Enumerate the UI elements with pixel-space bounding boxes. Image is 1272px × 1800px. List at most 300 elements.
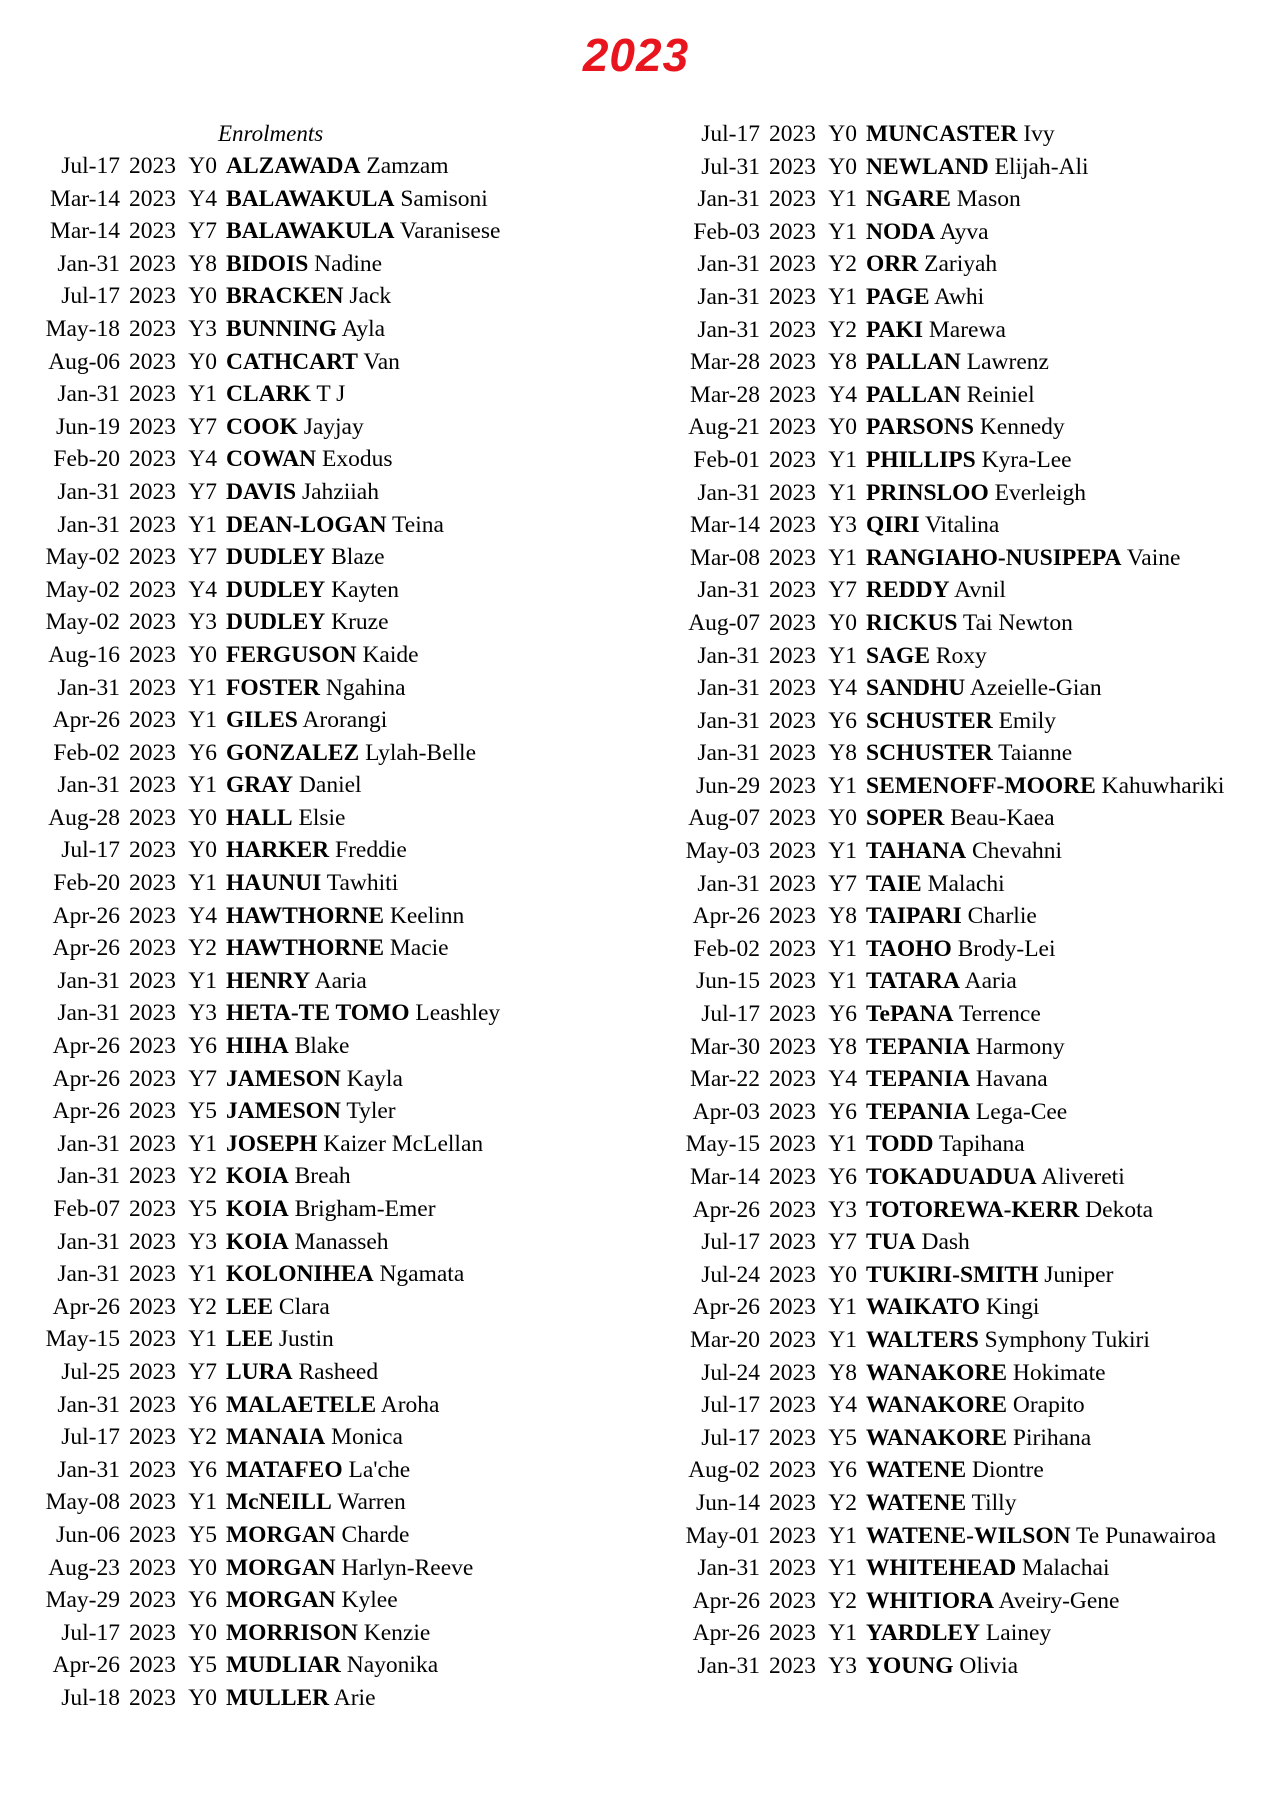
enrolment-row — [40, 411, 640, 444]
student-name — [217, 1258, 464, 1291]
enrolment-row — [40, 737, 640, 770]
enrolment-row — [40, 1649, 640, 1682]
enrolment-row — [680, 1552, 1260, 1585]
enrolment-year: 2023 — [769, 1587, 816, 1614]
enrolment-row — [680, 640, 1260, 673]
year-level: Y0 — [188, 153, 217, 179]
student-given-name: Arie — [333, 1684, 376, 1711]
enrolment-row — [40, 1389, 640, 1422]
student-surname: WATENE — [866, 1489, 967, 1516]
year-level: Y6 — [828, 1001, 857, 1028]
year-level: Y1 — [188, 1261, 217, 1288]
year-level: Y1 — [188, 381, 217, 408]
enrolment-date: Jun-19 — [56, 413, 120, 440]
student-name — [857, 1128, 1025, 1161]
student-name — [217, 574, 399, 607]
year-level: Y2 — [828, 251, 857, 278]
student-given-name: Rasheed — [298, 1358, 379, 1385]
student-given-name: Aaria — [964, 968, 1017, 995]
year-level: Y2 — [828, 1489, 857, 1516]
student-name — [857, 1585, 1119, 1618]
student-surname: SOPER — [866, 805, 945, 832]
enrolment-year: 2023 — [769, 1098, 816, 1125]
enrolment-year: 2023 — [769, 838, 816, 865]
student-name — [857, 216, 989, 249]
student-surname: SCHUSTER — [866, 740, 993, 767]
year-level: Y5 — [188, 1521, 217, 1548]
enrolment-row — [40, 1486, 640, 1519]
student-name — [857, 607, 1073, 640]
student-name — [857, 1096, 1067, 1129]
student-name — [217, 737, 476, 770]
enrolment-year: 2023 — [129, 1130, 176, 1157]
enrolment-year: 2023 — [769, 316, 816, 343]
student-surname: JAMESON — [226, 1065, 341, 1092]
student-given-name: Macie — [389, 935, 449, 962]
enrolment-year: 2023 — [769, 1131, 816, 1158]
enrolment-year: 2023 — [129, 1391, 176, 1418]
student-given-name: Beau-Kaea — [950, 805, 1055, 832]
student-given-name: Tai Newton — [962, 609, 1073, 636]
enrolment-row — [680, 542, 1260, 575]
enrolment-row — [680, 411, 1260, 444]
enrolment-date: Jul-17 — [701, 1229, 760, 1256]
enrolment-date: May-18 — [45, 315, 120, 342]
enrolment-row — [680, 998, 1260, 1031]
student-name — [217, 997, 500, 1030]
year-level: Y7 — [828, 1229, 857, 1256]
student-name — [217, 1519, 409, 1552]
enrolment-date: Mar-28 — [689, 381, 760, 408]
student-surname: KOIA — [226, 1163, 289, 1190]
enrolment-year: 2023 — [769, 968, 816, 995]
student-surname: HAUNUI — [226, 870, 322, 897]
enrolment-row — [40, 1291, 640, 1324]
year-level: Y1 — [188, 967, 217, 994]
enrolment-year: 2023 — [129, 1326, 176, 1353]
student-name — [857, 314, 1006, 347]
student-surname: ORR — [866, 251, 919, 278]
student-given-name: Blake — [294, 1033, 350, 1060]
enrolment-date: Jul-17 — [701, 1001, 760, 1028]
student-name — [217, 1454, 410, 1487]
year-level: Y6 — [188, 739, 217, 766]
student-name — [217, 509, 444, 542]
student-name — [857, 1487, 1016, 1520]
student-surname: GILES — [226, 707, 298, 734]
student-surname: GRAY — [226, 772, 294, 799]
student-name — [217, 443, 392, 476]
enrolment-year: 2023 — [129, 1261, 176, 1288]
student-given-name: Charlie — [967, 903, 1037, 930]
enrolment-row — [680, 835, 1260, 868]
enrolment-year: 2023 — [769, 675, 816, 702]
student-given-name: Kingi — [985, 1294, 1040, 1321]
page-title: 2023 — [582, 29, 690, 81]
enrolment-row — [680, 1128, 1260, 1161]
enrolment-date: May-15 — [45, 1326, 120, 1353]
enrolment-row — [40, 476, 640, 509]
student-surname: HIHA — [226, 1033, 289, 1060]
enrolment-year: 2023 — [129, 641, 176, 668]
enrolment-row — [680, 444, 1260, 477]
student-given-name: Arorangi — [302, 707, 388, 734]
enrolment-date: Aug-07 — [688, 609, 760, 636]
student-given-name: Jayjay — [303, 413, 364, 440]
enrolment-year: 2023 — [129, 609, 176, 636]
student-name — [857, 1454, 1044, 1487]
student-given-name: T J — [316, 381, 346, 408]
enrolment-date: May-01 — [685, 1522, 760, 1549]
year-level: Y4 — [828, 1392, 857, 1419]
student-given-name: Exodus — [321, 446, 393, 473]
student-surname: PALLAN — [866, 349, 961, 376]
student-given-name: Vaine — [1126, 544, 1181, 571]
enrolment-row — [680, 933, 1260, 966]
enrolment-row — [680, 1585, 1260, 1618]
enrolment-year: 2023 — [129, 381, 176, 408]
student-given-name: Roxy — [935, 642, 987, 669]
year-level: Y8 — [828, 1359, 857, 1386]
student-name — [857, 1324, 1150, 1357]
student-given-name: Ayla — [341, 315, 386, 342]
year-level: Y7 — [188, 478, 217, 505]
enrolment-date: Apr-26 — [52, 902, 120, 929]
year-level: Y3 — [828, 1196, 857, 1223]
enrolment-year: 2023 — [129, 348, 176, 375]
enrolment-row — [40, 150, 640, 183]
student-name — [857, 411, 1065, 444]
student-name — [857, 1291, 1039, 1324]
year-level: Y2 — [188, 935, 217, 962]
student-name — [217, 183, 488, 216]
enrolment-date: Apr-26 — [52, 1293, 120, 1320]
student-surname: NODA — [866, 218, 936, 245]
student-given-name: Kaide — [362, 641, 419, 668]
student-name — [857, 248, 997, 281]
student-surname: WAIKATO — [866, 1294, 981, 1321]
student-name — [217, 476, 379, 509]
student-given-name: Dash — [921, 1229, 970, 1256]
enrolment-year: 2023 — [769, 414, 816, 441]
year-level: Y1 — [828, 218, 857, 245]
student-given-name: Justin — [278, 1326, 334, 1353]
enrolment-row — [40, 1454, 640, 1487]
student-surname: TAIE — [866, 870, 922, 897]
enrolment-date: May-15 — [685, 1131, 760, 1158]
year-level: Y6 — [188, 1391, 217, 1418]
enrolment-row — [40, 1356, 640, 1389]
enrolment-column-left — [40, 118, 640, 1715]
student-surname: YARDLEY — [866, 1620, 981, 1647]
enrolment-row — [40, 541, 640, 574]
year-level: Y1 — [828, 1555, 857, 1582]
enrolment-date: Apr-26 — [52, 1098, 120, 1125]
student-surname: WATENE-WILSON — [866, 1522, 1071, 1549]
student-surname: WALTERS — [866, 1326, 979, 1353]
student-name — [857, 509, 999, 542]
enrolment-list-left — [40, 150, 640, 1715]
student-surname: TUA — [866, 1229, 916, 1256]
student-name — [857, 1520, 1216, 1553]
student-name — [217, 1584, 398, 1617]
year-level: Y0 — [828, 1261, 857, 1288]
year-level: Y5 — [828, 1424, 857, 1451]
enrolments-heading: Enrolments — [218, 121, 324, 146]
enrolment-year: 2023 — [129, 1000, 176, 1027]
enrolment-row — [40, 346, 640, 379]
student-given-name: Breah — [294, 1163, 351, 1190]
enrolment-date: Aug-06 — [48, 348, 120, 375]
enrolment-date: Jan-31 — [57, 381, 120, 408]
enrolment-row — [680, 477, 1260, 510]
student-name — [217, 1128, 483, 1161]
enrolment-year: 2023 — [769, 349, 816, 376]
enrolment-year: 2023 — [129, 967, 176, 994]
enrolment-date: May-02 — [45, 544, 120, 571]
year-level: Y1 — [828, 446, 857, 473]
student-surname: MORGAN — [226, 1587, 336, 1614]
student-surname: HARKER — [226, 837, 330, 864]
year-level: Y0 — [188, 837, 217, 864]
enrolment-row — [680, 248, 1260, 281]
enrolment-year: 2023 — [769, 805, 816, 832]
enrolment-row — [680, 1324, 1260, 1357]
student-name — [217, 248, 382, 281]
year-level: Y8 — [828, 349, 857, 376]
student-name — [217, 867, 398, 900]
student-name — [857, 770, 1224, 803]
enrolment-year: 2023 — [129, 1456, 176, 1483]
student-given-name: Zamzam — [366, 153, 449, 179]
student-name — [857, 1552, 1109, 1585]
student-name — [857, 1422, 1091, 1455]
enrolment-year: 2023 — [129, 576, 176, 603]
enrolment-date: Apr-26 — [692, 1620, 760, 1647]
enrolment-year: 2023 — [769, 1001, 816, 1028]
student-given-name: Keelinn — [389, 902, 465, 929]
enrolment-row — [40, 965, 640, 998]
enrolment-date: Mar-14 — [689, 512, 760, 539]
year-level: Y7 — [828, 870, 857, 897]
enrolment-year: 2023 — [769, 1652, 816, 1679]
student-given-name: Terrence — [958, 1001, 1041, 1028]
year-level: Y1 — [828, 642, 857, 669]
student-surname: TODD — [866, 1131, 934, 1158]
enrolment-date: Jul-18 — [61, 1684, 120, 1711]
year-level: Y8 — [828, 740, 857, 767]
year-level: Y2 — [188, 1293, 217, 1320]
enrolment-year: 2023 — [129, 837, 176, 864]
student-name — [857, 1161, 1125, 1194]
student-given-name: Kruze — [331, 609, 389, 636]
enrolment-year: 2023 — [129, 1293, 176, 1320]
student-surname: MUDLIAR — [226, 1652, 341, 1679]
enrolment-year: 2023 — [769, 283, 816, 310]
year-level: Y1 — [828, 1131, 857, 1158]
student-given-name: Alivereti — [1041, 1164, 1125, 1190]
enrolment-date: Jan-31 — [57, 1000, 120, 1027]
enrolment-date: Jan-31 — [697, 479, 760, 506]
year-level: Y8 — [828, 903, 857, 930]
student-name — [217, 1486, 406, 1519]
student-given-name: Zariyah — [924, 251, 998, 278]
year-level: Y6 — [828, 1164, 857, 1190]
year-level: Y1 — [828, 968, 857, 995]
student-given-name: Dekota — [1085, 1196, 1154, 1223]
enrolment-year: 2023 — [769, 870, 816, 897]
enrolment-date: Apr-26 — [52, 1652, 120, 1679]
student-given-name: Everleigh — [994, 479, 1086, 506]
enrolment-date: Apr-26 — [692, 1587, 760, 1614]
enrolment-date: Feb-20 — [53, 446, 120, 473]
enrolment-year: 2023 — [769, 1033, 816, 1060]
student-given-name: Havana — [975, 1066, 1048, 1093]
year-level: Y1 — [828, 1620, 857, 1647]
enrolment-row — [680, 770, 1260, 803]
student-given-name: Marewa — [928, 316, 1006, 343]
student-surname: BALAWAKULA — [226, 185, 395, 212]
enrolment-year: 2023 — [769, 1424, 816, 1451]
year-level: Y6 — [828, 1457, 857, 1484]
student-name — [217, 639, 419, 672]
enrolment-date: Jul-24 — [701, 1261, 760, 1288]
year-level: Y3 — [828, 512, 857, 539]
enrolment-date: Mar-08 — [689, 544, 760, 571]
enrolment-row — [680, 151, 1260, 184]
student-surname: JAMESON — [226, 1098, 341, 1125]
student-name — [217, 215, 500, 248]
student-surname: DUDLEY — [226, 544, 326, 571]
year-level: Y7 — [188, 413, 217, 440]
student-name — [217, 1030, 349, 1063]
student-given-name: Hokimate — [1012, 1359, 1106, 1386]
student-name — [857, 183, 1021, 216]
student-given-name: Lawrenz — [966, 349, 1049, 376]
enrolment-date: Mar-14 — [689, 1164, 760, 1190]
year-level: Y1 — [828, 186, 857, 213]
enrolment-date: Apr-26 — [52, 707, 120, 734]
year-level: Y5 — [188, 1196, 217, 1222]
enrolment-row — [40, 1682, 640, 1715]
enrolment-row — [680, 672, 1260, 705]
enrolment-row — [680, 1357, 1260, 1390]
student-given-name: Orapito — [1012, 1392, 1085, 1419]
enrolment-date: Aug-07 — [688, 805, 760, 832]
student-given-name: Vitalina — [925, 512, 1000, 539]
student-surname: TOTOREWA-KERR — [866, 1196, 1080, 1223]
year-level: Y4 — [188, 902, 217, 929]
enrolment-row — [40, 1617, 640, 1650]
enrolment-row — [680, 802, 1260, 835]
student-name — [217, 1421, 403, 1454]
enrolment-row — [40, 1193, 640, 1226]
enrolment-year: 2023 — [129, 478, 176, 505]
student-given-name: Kayla — [346, 1065, 403, 1092]
year-level: Y0 — [828, 414, 857, 441]
enrolment-row — [40, 867, 640, 900]
enrolment-row — [40, 932, 640, 965]
student-surname: TEPANIA — [866, 1066, 971, 1093]
student-given-name: Aaria — [314, 967, 367, 994]
enrolment-date: Mar-14 — [49, 185, 120, 212]
year-level: Y8 — [828, 1033, 857, 1060]
year-level: Y4 — [188, 446, 217, 473]
student-name — [857, 379, 1035, 412]
student-name — [217, 1552, 473, 1585]
enrolment-year: 2023 — [769, 1359, 816, 1386]
student-name — [217, 1323, 334, 1356]
enrolment-date: Jan-31 — [697, 316, 760, 343]
enrolment-date: Jun-15 — [696, 968, 760, 995]
year-level: Y0 — [828, 805, 857, 832]
student-surname: DAVIS — [226, 478, 297, 505]
enrolment-row — [680, 965, 1260, 998]
enrolment-row — [40, 1421, 640, 1454]
student-given-name: Awhi — [934, 283, 985, 310]
student-given-name: Nadine — [314, 250, 383, 277]
enrolment-year: 2023 — [129, 1684, 176, 1711]
enrolment-row — [680, 1422, 1260, 1455]
enrolment-date: Jan-31 — [697, 740, 760, 767]
enrolment-row — [40, 183, 640, 216]
student-surname: TAOHO — [866, 935, 952, 962]
student-name — [217, 704, 387, 737]
year-level: Y1 — [828, 283, 857, 310]
student-name — [217, 1389, 440, 1422]
enrolment-row — [40, 280, 640, 313]
year-level: Y7 — [188, 1065, 217, 1092]
enrolment-year: 2023 — [129, 250, 176, 277]
enrolment-row — [40, 378, 640, 411]
student-given-name: Ivy — [1023, 121, 1055, 147]
year-level: Y0 — [188, 348, 217, 375]
enrolment-row — [680, 1161, 1260, 1194]
year-level: Y6 — [828, 1098, 857, 1125]
enrolment-row — [680, 1194, 1260, 1227]
year-level: Y1 — [828, 1522, 857, 1549]
student-surname: TAHANA — [866, 838, 967, 865]
enrolment-row — [680, 379, 1260, 412]
student-surname: MUNCASTER — [866, 121, 1018, 147]
enrolment-row — [40, 1258, 640, 1291]
enrolment-date: Aug-02 — [688, 1457, 760, 1484]
enrolment-row — [40, 639, 640, 672]
enrolment-year: 2023 — [769, 153, 816, 180]
student-name — [217, 1226, 389, 1259]
student-given-name: Emily — [998, 707, 1057, 734]
year-level: Y1 — [188, 707, 217, 734]
student-given-name: Brody-Lei — [957, 935, 1056, 962]
student-surname: CATHCART — [226, 348, 358, 375]
enrolment-date: Jun-06 — [56, 1521, 120, 1548]
student-name — [857, 346, 1049, 379]
student-name — [217, 541, 385, 574]
year-level: Y3 — [188, 1228, 217, 1255]
enrolment-year: 2023 — [769, 740, 816, 767]
enrolment-year: 2023 — [129, 1196, 176, 1222]
year-level: Y2 — [828, 1587, 857, 1614]
student-name — [857, 1226, 970, 1259]
enrolment-date: Mar-14 — [49, 218, 120, 245]
enrolment-row — [40, 1095, 640, 1128]
student-given-name: Malachi — [927, 870, 1005, 897]
enrolment-date: Jan-31 — [697, 186, 760, 213]
enrolment-date: Mar-20 — [689, 1326, 760, 1353]
student-given-name: Van — [363, 348, 400, 375]
student-name — [857, 965, 1017, 998]
student-name — [857, 118, 1055, 151]
